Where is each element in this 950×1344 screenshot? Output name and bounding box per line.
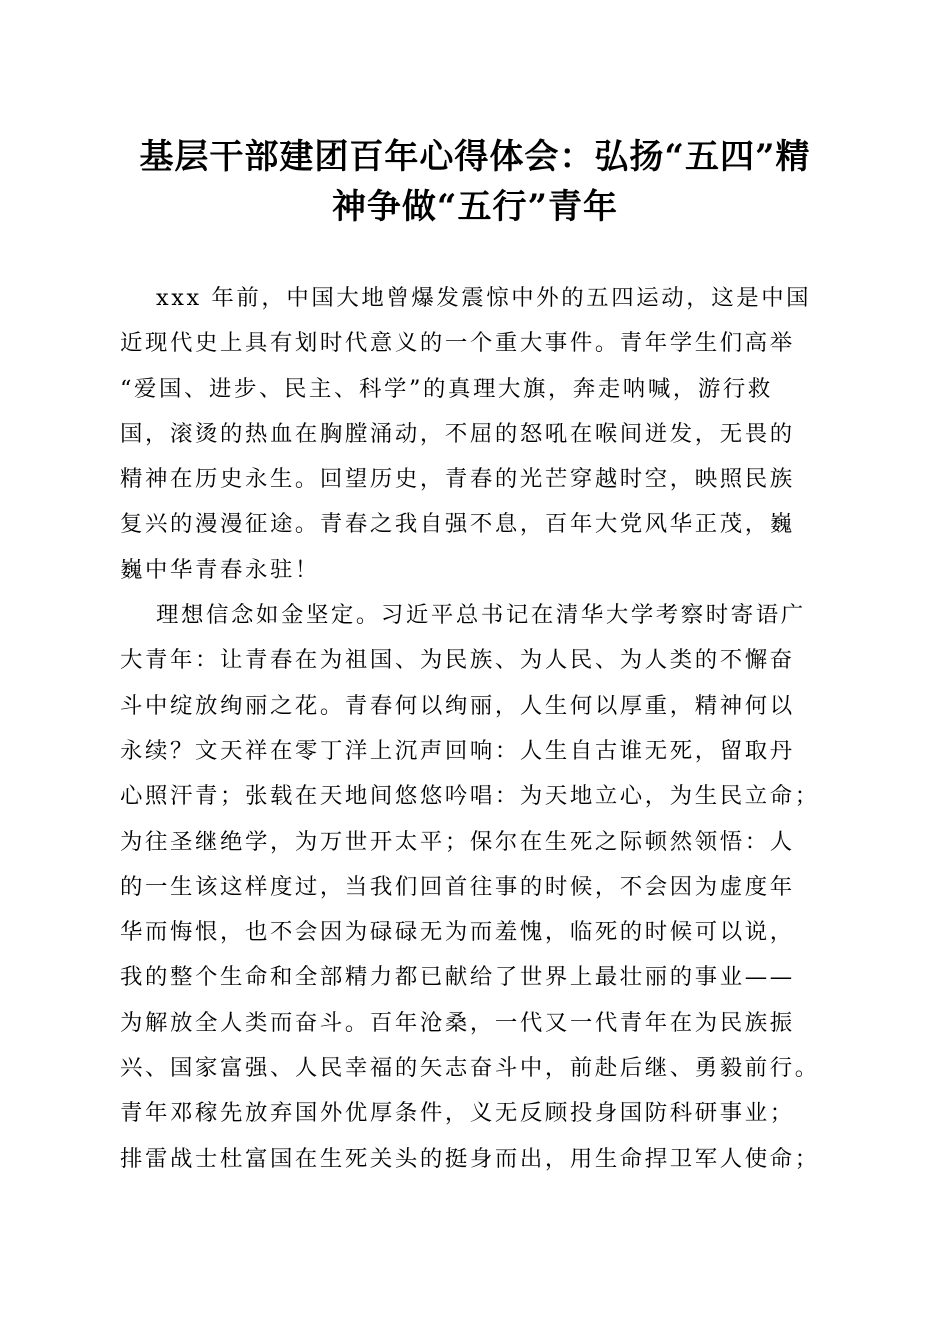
title-line: 神争做“五行”青年 [331, 187, 619, 227]
paragraph-line: 华而悔恨，也不会因为碌碌无为而羞愧，临死的时候可以说， [120, 919, 795, 946]
paragraph-line: 为解放全人类而奋斗。百年沧桑，一代又一代青年在为民族振 [120, 1009, 795, 1036]
paragraph-line: 巍中华青春永驻！ [120, 556, 320, 583]
paragraph-line: 近现代史上具有划时代意义的一个重大事件。青年学生们高举 [120, 330, 795, 357]
paragraph-line: 为往圣继绝学，为万世开太平；保尔在生死之际顿然领悟：人 [120, 828, 795, 855]
title-line: 基层干部建团百年心得体会：弘扬“五四”精 [139, 137, 811, 177]
paragraph-line: 斗中绽放绚丽之花。青春何以绚丽，人生何以厚重，精神何以 [120, 692, 795, 719]
paragraph-line: xxx 年前，中国大地曾爆发震惊中外的五四运动，这是中国 [156, 285, 812, 311]
paragraph-line: 理想信念如金坚定。习近平总书记在清华大学考察时寄语广 [156, 602, 806, 629]
paragraph-line: 心照汗青；张载在天地间悠悠吟唱：为天地立心，为生民立命； [120, 783, 820, 810]
paragraph-1 [120, 276, 840, 593]
paragraph-line: 复兴的漫漫征途。青春之我自强不息，百年大党风华正茂，巍 [120, 511, 795, 538]
paragraph-line: 兴、国家富强、人民幸福的矢志奋斗中，前赴后继、勇毅前行。 [120, 1055, 820, 1082]
paragraph-line: 精神在历史永生。回望历史，青春的光芒穿越时空，映照民族 [120, 466, 795, 493]
paragraph-line: 大青年：让青春在为祖国、为民族、为人民、为人类的不懈奋 [120, 647, 795, 674]
paragraph-line: 国，滚烫的热血在胸膛涌动，不屈的怒吼在喉间迸发，无畏的 [120, 420, 795, 447]
paragraph-line: 永续？文天祥在零丁洋上沉声回响：人生自古谁无死，留取丹 [120, 737, 795, 764]
document-body [120, 276, 840, 1182]
paragraph-line: “爱国、进步、民主、科学”的真理大旗，奔走呐喊，游行救 [120, 375, 773, 402]
paragraph-line: 的一生该这样度过，当我们回首往事的时候，不会因为虚度年 [120, 873, 795, 900]
paragraph-2 [120, 593, 840, 1182]
paragraph-line: 排雷战士杜富国在生死关头的挺身而出，用生命捍卫军人使命； [120, 1145, 820, 1172]
paragraph-line: 我的整个生命和全部精力都已献给了世界上最壮丽的事业—— [120, 964, 795, 991]
document-title [100, 132, 850, 232]
paragraph-line: 青年邓稼先放弃国外优厚条件，义无反顾投身国防科研事业； [120, 1100, 795, 1127]
